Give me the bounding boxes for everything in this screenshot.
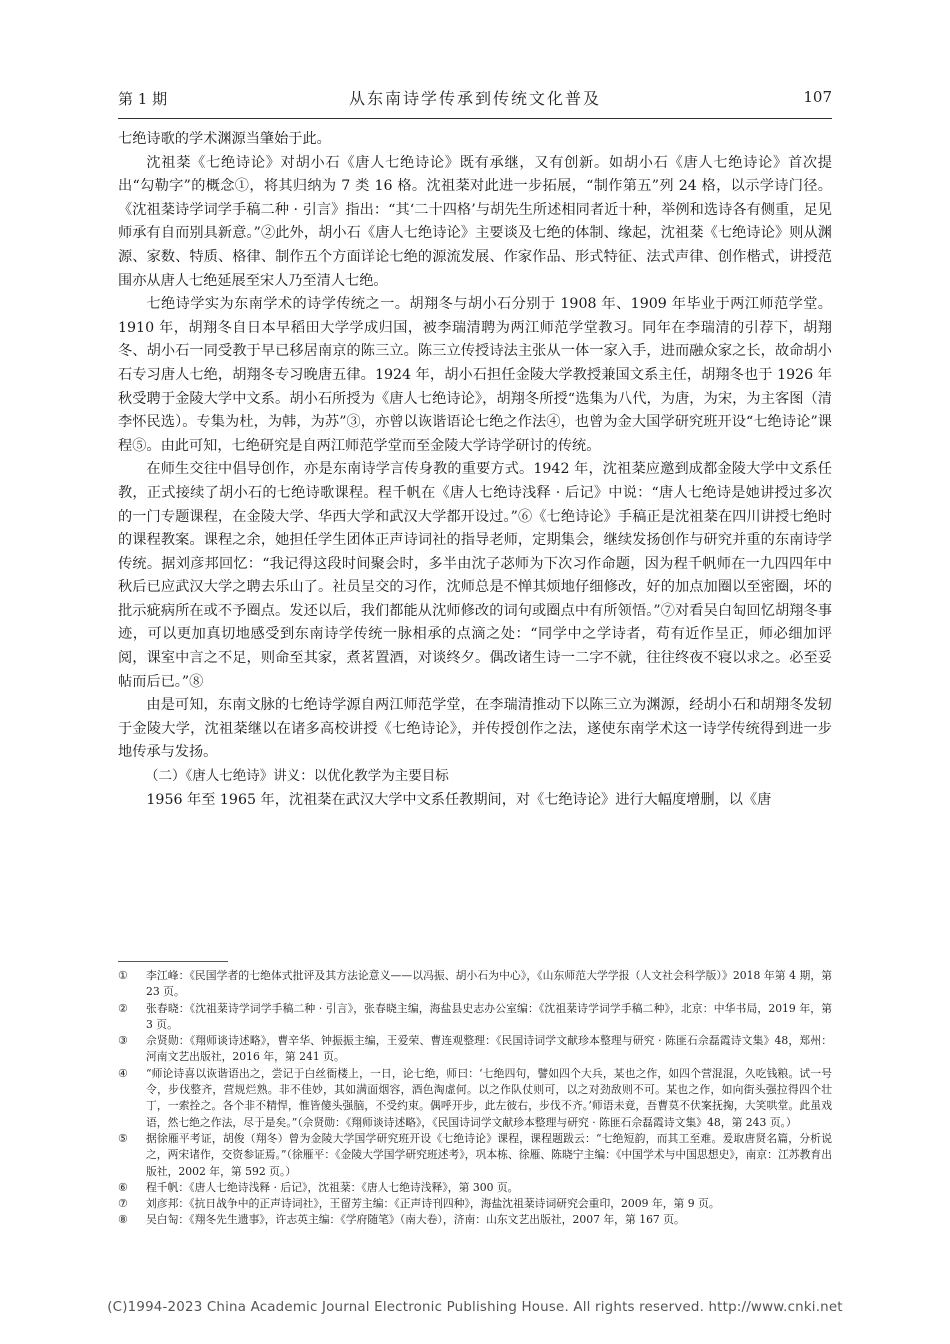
paragraph: 七绝诗歌的学术渊源当肇始于此。 <box>118 131 331 147</box>
footnote-number: ⑤ <box>118 1131 128 1145</box>
section-subheading: （二）《唐人七绝诗》讲义：以优化教学为主要目标 <box>145 768 449 785</box>
paragraph: 由是可知，东南文脉的七绝诗学源自两江师范学堂，在李瑞清推动下以陈三立为渊源，经胡小石和胡翔冬发轫于金陵大学，沈祖棻继以在诸多高校讲授《七绝诗论》，并传授创作之法，遂使东南学术这一诗学传统得到进一步地传承与发扬。 <box>118 697 832 761</box>
footnote-text: 刘彦邦：《抗日战争中的正声诗词社》，王留芳主编：《正声诗刊四种》，海盐沈祖棻诗词研究会重印，2009 年，第 9 页。 <box>146 1197 720 1211</box>
footnote-text: 程千帆：《唐人七绝诗浅释 · 后记》，沈祖棻：《唐人七绝诗浅释》，第 300 页。 <box>146 1180 519 1194</box>
article-body <box>118 128 832 812</box>
footnote-number: ④ <box>118 1066 128 1080</box>
footnote-number: ⑧ <box>118 1213 128 1227</box>
issue-label: 第 1 期 <box>118 90 168 108</box>
footnote-item <box>118 1196 832 1212</box>
footnote-number: ⑦ <box>118 1197 128 1211</box>
header-divider <box>118 118 832 119</box>
footnote-item <box>118 1033 832 1066</box>
footnote-text: “师论诗喜以诙谐语出之，尝记于白丝衙楼上，一日，论七绝，师曰：‘七绝四句，譬如四个大兵，某也之作，如四个营混混，久吃钱粮。试一号令，步伐整齐，营规烂熟。非不佳妙，其如满面烟容，酒色淘虚何。以之作队仗则可，以之对劲敌则不可。某也之作，如向街头强拉得四个壮丁，一索拴之。各个非不精悍，惟皆傻头强脑，不受约束。偶呼开步，此左彼右，步伐不齐。’师语未竟，吾曹莫不伏案抚掬，大笑哄堂。此虽戏语，然七绝之作法，尽于是矣。”（佘贤勋：《翔师谈诗述略》，《民国诗词学文献珍本整理与研究 · 陈匪石佘磊霞诗文集》48，第 243 页。） <box>146 1066 832 1129</box>
footnote-item <box>118 1066 832 1131</box>
footnote-divider <box>118 961 228 962</box>
footnote-item <box>118 968 832 1001</box>
page-number: 107 <box>803 88 832 106</box>
paragraph: 1956 年至 1965 年，沈祖棻在武汉大学中文系任教期间，对《七绝诗论》进行大幅度增删，以《唐 <box>146 791 772 808</box>
footnote-item <box>118 1001 832 1034</box>
footnote-number: ③ <box>118 1034 128 1048</box>
footnote-text: 据徐雁平考证，胡俊（翔冬）曾为金陵大学国学研究班开设《七绝诗论》课程，课程题跋云：“七绝短韵，而其工至难。爰取唐贤名篇，分析说之，两宋诸作，交资参证焉。”（徐雁平：《金陵大学国学研究班述考》，巩本栋、徐雁、陈晓宁主编：《中国学术与中国思想史》，南京：江苏教育出版社，2002 年，第 592 页。） <box>146 1131 832 1178</box>
footnote-item <box>118 1180 832 1196</box>
footnote-number: ① <box>118 969 128 982</box>
footnote-text: 吴白匋：《翔冬先生遗事》，许志英主编：《学府随笔》（南大卷），济南：山东文艺出版社，2007 年，第 167 页。 <box>146 1213 685 1227</box>
footnote-number: ⑥ <box>118 1180 128 1194</box>
footnote-item <box>118 1131 832 1180</box>
running-title: 从东南诗学传承到传统文化普及 <box>348 89 601 108</box>
footnote-text: 张春晓：《沈祖棻诗学词学手稿二种 · 引言》，张春晓主编，海盐县史志办公室编：《沈祖棻诗学词学手稿二种》，北京：中华书局，2019 年，第 3 页。 <box>146 1001 832 1031</box>
footnote-text: 佘贤勋：《翔师谈诗述略》，曹辛华、钟振振主编，王爱荣、曹连观整理：《民国诗词学文献珍本整理与研究 · 陈匪石佘磊霞诗文集》48，郑州：河南文艺出版社，2016 年，第 241 页。 <box>146 1034 832 1064</box>
paragraph: 在师生交往中倡导创作，亦是东南诗学言传身教的重要方式。1942 年，沈祖棻应邀到成都金陵大学中文系任教，正式接续了胡小石的七绝诗歌课程。程千帆在《唐人七绝诗浅释 · 后记》中说：“唐人七绝诗是她讲授过多次的一门专题课程，在金陵大学、华西大学和武汉大学都开设过。”⑥《七绝诗论》手稿正是沈祖棻在四川讲授七绝时的课程教案。课程之余，她担任学生团体正声诗词社的指导老师，定期集会，继续发扬创作与研究并重的东南诗学传统。据刘彦邦回忆：“我记得这段时间聚会时，多半由沈子苾师为下次习作命题，因为程千帆师在一九四四年中秋后已应武汉大学之聘去乐山了。社员呈交的习作，沈师总是不惮其烦地仔细修改，好的加点加圈以至密圈，坏的批示疵病所在或不予圈点。发还以后，我们都能从沈师修改的词句或圈点中有所领悟。”⑦对看吴白匋回忆胡翔冬事迹，可以更加真切地感受到东南诗学传统一脉相承的点滴之处：“同学中之学诗者，苟有近作呈正，师必细加评阅，课室中言之不足，则命至其家，煮茗置酒，对谈终夕。偶改诸生诗一二字不就，往往终夜不寝以求之。必至妥帖而后已。”⑧ <box>118 461 832 690</box>
paragraph: 沈祖棻《七绝诗论》对胡小石《唐人七绝诗论》既有承继，又有创新。如胡小石《唐人七绝诗论》首次提出“勾勒字”的概念①，将其归纳为 7 类 16 格。沈祖棻对此进一步拓展，“制作第五”列 24 格，以示学诗门径。《沈祖棻诗学词学手稿二种 · 引言》指出：“其‘二十四格’与胡先生所述相同者近十种，举例和选诗各有侧重，足见师承有自而别具新意。”②此外，胡小石《唐人七绝诗论》主要谈及七绝的体制、缘起，沈祖棻《七绝诗论》则从渊源、家数、特质、格律、制作五个方面详论七绝的源流发展、作家作品、形式特征、法式声律、创作楷式，讲授范围亦从唐人七绝延展至宋人乃至清人七绝。 <box>118 154 832 289</box>
footnote-item <box>118 1212 832 1228</box>
copyright-notice: (C)1994-2023 China Academic Journal Electronic Publishing House. All rights reserved. http://www.cnki.net <box>107 1300 843 1315</box>
paragraph: 七绝诗学实为东南学术的诗学传统之一。胡翔冬与胡小石分别于 1908 年、1909 年毕业于两江师范学堂。1910 年，胡翔冬自日本早稻田大学学成归国，被李瑞清聘为两江师范学堂教习。同年在李瑞清的引荐下，胡翔冬、胡小石一同受教于早已移居南京的陈三立。陈三立传授诗法主张从一体一家入手，进而融众家之长，故命胡小石专习唐人七绝，胡翔冬专习晚唐五律。1924 年，胡小石担任金陵大学教授兼国文系主任，胡翔冬也于 1926 年秋受聘于金陵大学中文系。胡小石所授为《唐人七绝诗论》，胡翔冬所授“选集为八代，为唐，为宋，为主客图（清李怀民选）。专集为杜，为韩，为苏”③，亦曾以诙谐语论七绝之作法④，也曾为金大国学研究班开设“七绝诗论”课程⑤。由此可知，七绝研究是自两江师范学堂而至金陵大学诗学研讨的传统。 <box>118 296 832 454</box>
footnote-text: 李江峰：《民国学者的七绝体式批评及其方法论意义——以冯振、胡小石为中心》，《山东师范大学学报（人文社会科学版）》2018 年第 4 期，第 23 页。 <box>146 969 832 999</box>
footnotes <box>118 968 832 1229</box>
running-header <box>118 86 832 112</box>
footnote-number: ② <box>118 1001 128 1015</box>
